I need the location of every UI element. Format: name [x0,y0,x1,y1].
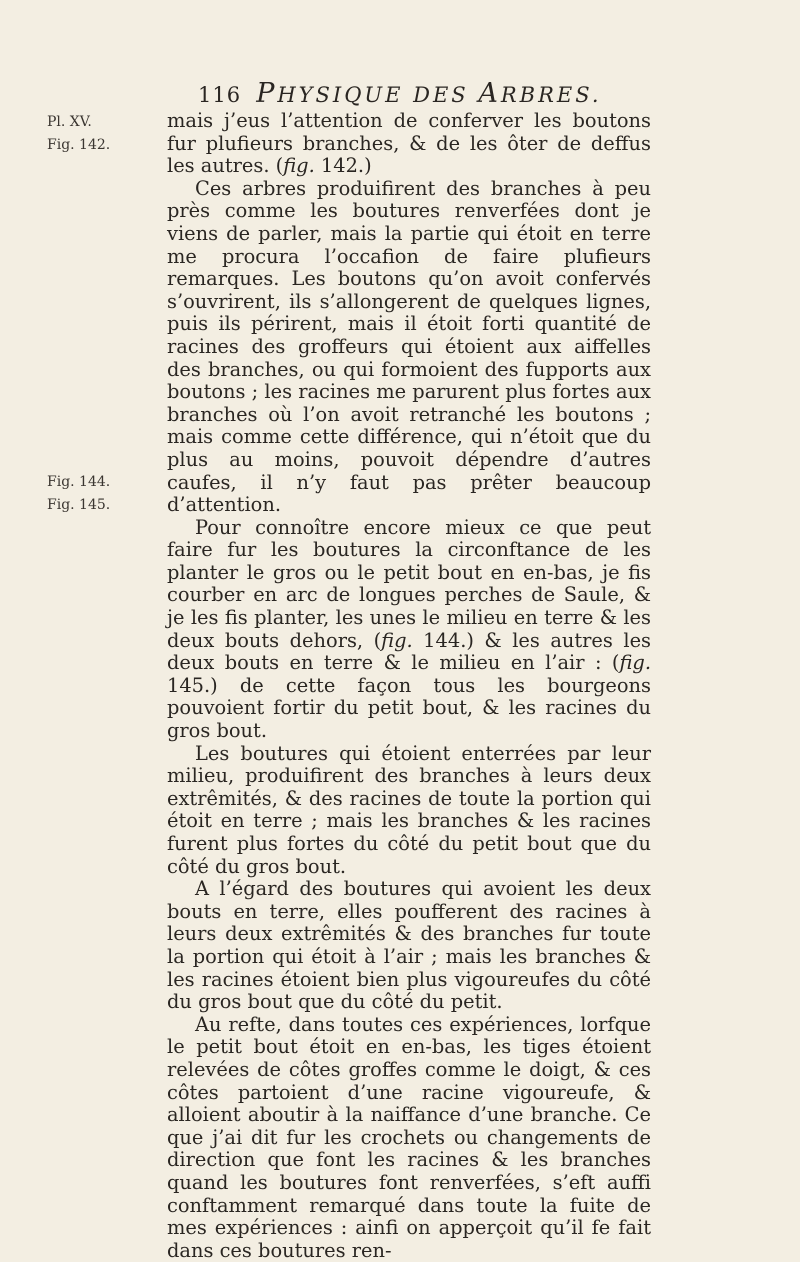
margin-note-fig-145: Fig. 145. [47,497,111,513]
margin-note-fig-144: Fig. 144. [47,474,111,490]
margin-note-fig-142: Fig. 142. [47,137,111,153]
page-number: 116 [198,83,242,107]
running-title: PHYSIQUE DES ARBRES. [256,78,602,109]
body-text [167,110,651,1262]
margin-note-plate: Pl. XV. [47,114,92,130]
paragraph: Pour connoître encore mieux ce que peut faire fur les boutures la circonftance de les planter le gros ou le petit bout en en-bas, je fis courber en arc de longues perches de Saule, & je les fis planter, les unes le milieu en terre & les deux bouts dehors, (fig. 144.) & les autres les deux bouts en terre & le milieu en l’air : (fig. 145.) de cette façon tous les bourgeons pouvoient fortir du petit bout, & les racines du gros bout. [167,515,651,743]
paragraph: mais j’eus l’attention de conferver les boutons fur plufieurs branches, & de les ôter de deffus les autres. (fig. 142.) [167,109,651,178]
paragraph: Au refte, dans toutes ces expériences, lorfque le petit bout étoit en en-bas, les tiges étoient relevées de côtes groffes comme le doigt, & ces côtes partoient d’une racine vigoureufe, & alloient aboutir à la naiffance d’une branche. Ce que j’ai dit fur les crochets ou changements de direction que font les racines & les branches quand les boutures font renverfées, s’eft auffi conftamment remarqué dans toute la fuite de mes expériences : ainfi on apperçoit qu’il fe fait dans ces boutures ren- [167,1012,651,1262]
running-header [198,78,602,109]
paragraph: A l’égard des boutures qui avoient les deux bouts en terre, elles poufferent des racines à leurs deux extrêmités & des branches fur toute la portion qui étoit à l’air ; mais les branches & les racines étoient bien plus vigoureufes du côté du gros bout que du côté du petit. [167,877,651,1014]
paragraph: Ces arbres produifirent des branches à peu près comme les boutures renverfées dont je viens de parler, mais la partie qui étoit en terre me procura l’occafion de faire plufieurs remarques. Les boutons qu’on avoit confervés s’ouvrirent, ils s’allongerent de quelques lignes, puis ils périrent, mais il étoit forti quantité de racines des groffeurs qui étoient aux aiffelles des branches, ou qui formoient des fupports aux boutons ; les racines me parurent plus fortes aux branches où l’on avoit retranché les boutons ; mais comme cette différence, qui n’étoit que du plus au moins, pouvoit dépendre d’autres caufes, il n’y faut pas prêter beaucoup d’attention. [167,176,651,517]
paragraph: Les boutures qui étoient enterrées par leur milieu, produifirent des branches à leurs deux extrêmités, & des racines de toute la portion qui étoit en terre ; mais les branches & les racines furent plus fortes du côté du petit bout que du côté du gros bout. [167,741,651,878]
